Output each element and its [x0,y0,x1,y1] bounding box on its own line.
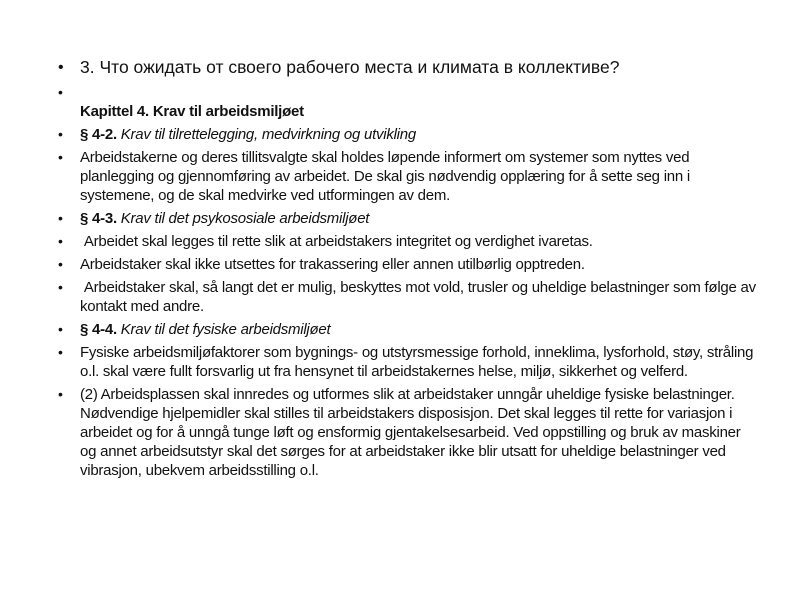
bullet-marker: • [58,321,63,337]
paragraph-4-3-a-text [80,232,760,251]
bullet-marker: • [58,386,63,402]
bullet-item-paragraph-4-4-b [58,385,760,480]
bullet-marker: • [58,344,63,360]
bullet-item-paragraph-4-4-a [58,343,760,381]
bullet-item-chapter-heading [58,83,760,121]
bullet-item-paragraph-4-3-c [58,278,760,316]
text-segment: Fysiske arbeidsmiljøfaktorer som bygnings- og utstyrsmessige forhold, inneklima, lysforhold, støy, stråling o.l. skal være fullt forsvarlig ut fra hensynet til arbeidstakernes helse, miljø, sikkerhet og velferd. [80,344,758,380]
paragraph-4-3-c-text [80,278,760,316]
question-line-russian-text [80,56,760,79]
text-segment: Krav til tilrettelegging, medvirkning og utvikling [116,126,416,143]
bullet-marker: • [58,126,63,142]
paragraph-4-4-a-text [80,343,760,381]
bullet-item-paragraph-4-2 [58,148,760,205]
bullet-marker: • [58,256,63,272]
text-segment: (2) Arbeidsplassen skal innredes og utformes slik at arbeidstaker unngår uheldige fysiske belastninger. Nødvendige hjelpemidler skal stilles til arbeidstakers disposisjon. Det skal legges til rette for variasjon i arbeidet og for å unngå tunge løft og ensformig gjentakelsesarbeid. Ved oppstilling og bruk av maskiner og annet arbeidsutstyr skal det sørges for at arbeidstaker ikke blir utsatt for uheldige belastninger ved vibrasjon, ubekvem arbeidsstilling o.l. [80,386,745,479]
paragraph-4-4-b-text [80,385,760,480]
text-segment: Krav til det psykososiale arbeidsmiljøet [116,210,370,227]
bullet-marker: • [58,84,63,100]
bullet-item-section-4-4-heading [58,320,760,339]
text-segment: 3. Что ожидать от своего рабочего места и климата в коллективе? [80,57,620,77]
text-segment: Arbeidstakerne og deres tillitsvalgte skal holdes løpende informert om systemer som nyttes ved planlegging og gjennomføring av arbeidet. De skal gis nødvendig opplæring for å sette seg inn i systemene, og de skal medvirke ved utformingen av dem. [80,149,694,204]
section-4-3-heading-text [80,209,760,228]
bullet-item-question-line-russian [58,56,760,79]
bullet-item-section-4-2-heading [58,125,760,144]
bullet-marker: • [58,210,63,226]
paragraph-4-3-b-text [80,255,760,274]
bullet-marker: • [58,59,64,76]
bullet-list [58,56,760,480]
text-segment: Arbeidet skal legges til rette slik at arbeidstakers integritet og verdighet ivaretas. [80,233,593,250]
paragraph-4-2-text [80,148,760,205]
text-segment: § 4-2. [80,126,117,143]
bullet-item-paragraph-4-3-b [58,255,760,274]
section-4-2-heading-text [80,125,760,144]
text-segment: Arbeidstaker skal ikke utsettes for trakassering eller annen utilbørlig opptreden. [80,256,585,273]
bullet-marker: • [58,149,63,165]
bullet-marker: • [58,279,63,295]
bullet-item-paragraph-4-3-a [58,232,760,251]
text-segment: Kapittel 4. Krav til arbeidsmiljøet [80,103,304,120]
text-segment: Arbeidstaker skal, så langt det er mulig, beskyttes mot vold, trusler og uheldige belastninger som følge av kontakt med andre. [80,279,760,315]
text-segment: § 4-4. [80,321,117,338]
bullet-marker: • [58,233,63,249]
chapter-heading-text [80,83,760,121]
text-segment: Krav til det fysiske arbeidsmiljøet [116,321,331,338]
section-4-4-heading-text [80,320,760,339]
bullet-item-section-4-3-heading [58,209,760,228]
text-segment: § 4-3. [80,210,117,227]
